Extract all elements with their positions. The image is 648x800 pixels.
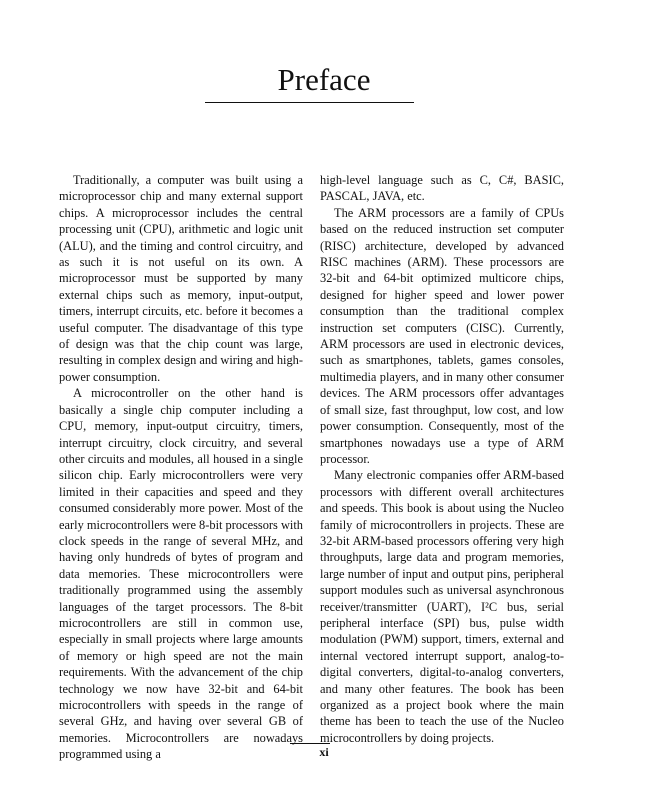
page-number-rule: [290, 743, 330, 744]
title-underline: [205, 102, 414, 103]
paragraph-traditionally: Traditionally, a computer was built using a microprocessor chip and many external support chips. A microprocessor includes the central processing unit (CPU), arithmetic and logic unit (ALU), and the timing and control circuitry, and as such it is not useful on its own. A microprocessor must be supported by many external chips such as memory, input-output, timers, interrupt circuits, etc. before it becomes a useful computer. The disadvantage of this type of design was that the chip count was large, resulting in complex design and wiring and high-power consumption.: [59, 173, 303, 384]
page-title: Preface: [277, 62, 371, 97]
paragraph-continued: high-level language such as C, C#, BASIC, PASCAL, JAVA, etc.: [320, 173, 564, 204]
right-column: [320, 172, 564, 746]
paragraph-microcontroller: A microcontroller on the other hand is basically a single chip computer including a CPU, memory, input-output circuitry, timers, interrupt circuitry, clock circuitry, and several other circuits and modules, all housed in a single silicon chip. Early microcontrollers were very limited in their capacities and speed and they consumed considerably more power. Most of the early microcontrollers were 8-bit processors with clock speeds in the range of several MHz, and having only hundreds of bytes of program and data memories. These microcontrollers were traditionally programmed using the assembly languages of the target processors. The 8-bit microcontrollers are still in common use, especially in small projects where large amounts of memory or high speed are not the main requirements. With the advancement of the chip technology we now have 32-bit and 64-bit microcontrollers with speeds in the range of several GHz, and having over several GB of memories. Microcontrollers are nowadays programmed using a: [59, 386, 303, 762]
page-number: xi: [319, 745, 329, 759]
paragraph-arm-processors: The ARM processors are a family of CPUs based on the reduced instruction set computer (RISC) architecture, developed by advanced RISC machines (ARM). These processors are 32-bit and 64-bit optimized multicore chips, designed for higher speed and lower power consumption than the traditional complex instruction set computers (CISC). Currently, ARM processors are used in electronic devices, such as smartphones, tablets, games consoles, multimedia players, and in many other consumer devices. The ARM processors offer advantages of small size, fast throughput, low cost, and low power consumption. Consequently, most of the smartphones nowadays use a type of ARM processor.: [320, 205, 564, 466]
paragraph-electronic-companies: Many electronic companies offer ARM-based processors with different overall architectures and speeds. This book is about using the Nucleo family of microcontrollers in projects. These are 32-bit ARM-based processors offering very high throughputs, large data and program memories, large number of input and output pins, peripheral support modules such as universal asynchronous receiver/transmitter (UART), I²C bus, serial peripheral interface (SPI) bus, pulse width modulation (PWM) support, timers, external and internal vectored interrupt support, analog-to-digital converters, digital-to-analog converters, and many other features. The book has been organized as a project book where the main theme has been to teach the use of the Nucleo microcontrollers by doing projects.: [320, 468, 564, 745]
left-column: [59, 172, 303, 763]
